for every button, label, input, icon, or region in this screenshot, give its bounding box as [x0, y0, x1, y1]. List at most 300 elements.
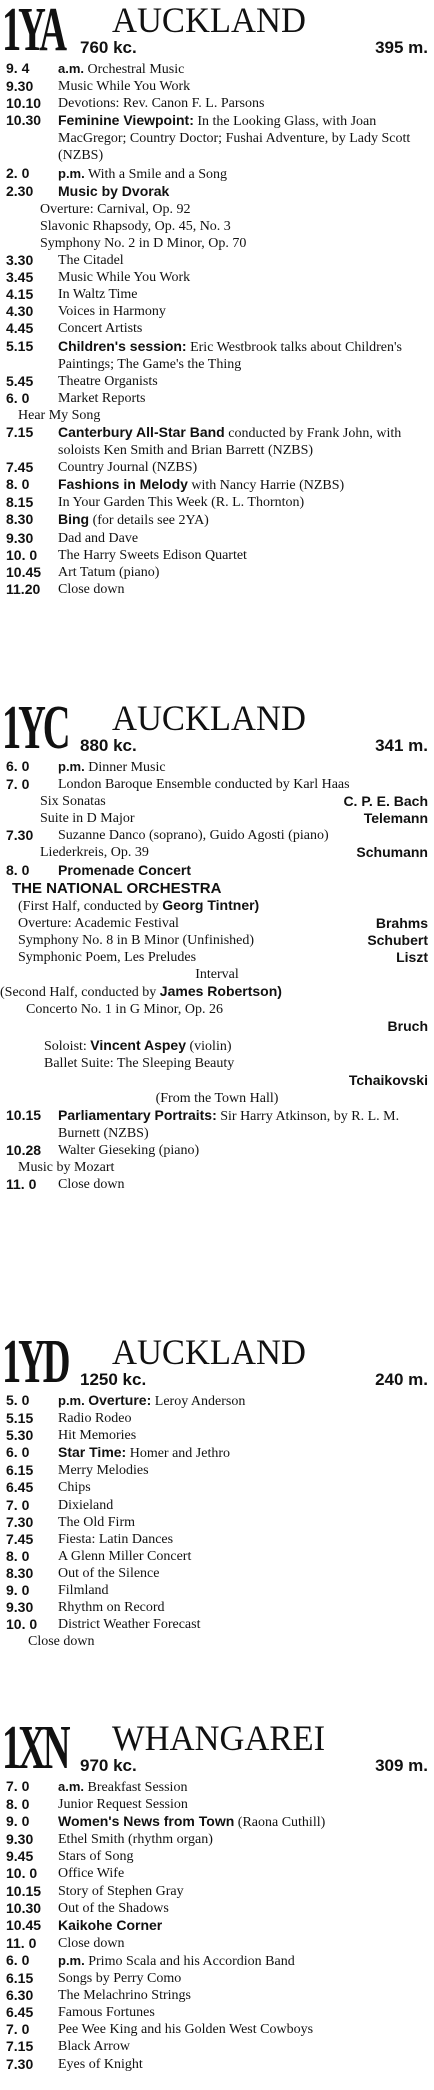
programme-time [6, 424, 58, 441]
programme-item [0, 1392, 434, 1410]
programme-item [0, 1462, 434, 1479]
programme-text: Art Tatum (piano) [58, 564, 160, 580]
programme-detail [0, 218, 434, 235]
programme-time [6, 1599, 58, 1616]
programme-description [58, 1479, 428, 1496]
detail-title: Symphony No. 2 in D Minor, Op. 70 [40, 235, 247, 251]
programme-text: Out of the Shadows [58, 1900, 169, 1916]
programme-item [0, 60, 434, 78]
programme-text: Close down [58, 1935, 125, 1951]
programme-item [0, 494, 434, 511]
programme-title: Star Time: [58, 1444, 127, 1461]
station-wavelength: 240 m. [375, 1370, 428, 1389]
programme-description [58, 2004, 428, 2021]
time-value: 9.45 [6, 1848, 34, 1865]
programme-description [58, 269, 428, 286]
time-value: 8.15 [6, 494, 34, 511]
time-value: 5.45 [6, 372, 34, 389]
detail-title: (From the Town Hall) [155, 1090, 279, 1106]
station-1xn [0, 1714, 434, 2073]
detail-title: Interval [195, 967, 239, 983]
programme-description [58, 1796, 428, 1813]
programme-time [6, 776, 58, 793]
time-value: 10. 0 [6, 1616, 38, 1633]
programme-item [0, 530, 434, 547]
programme-description [58, 1107, 428, 1142]
programme-title: Bing [58, 511, 90, 528]
programme-description [58, 1582, 428, 1599]
programme-item [0, 1599, 434, 1616]
station-1yc [0, 694, 434, 1193]
detail-title: (First Half, conducted by [18, 898, 159, 914]
time-value: 9.30 [6, 1831, 34, 1848]
time-value: 2.30 [6, 182, 34, 199]
programme-item [0, 1531, 434, 1548]
programme-description [58, 547, 428, 564]
programme-description [58, 183, 428, 201]
station-wavelength: 341 m. [375, 736, 428, 755]
programme-item [0, 1813, 434, 1831]
detail-tail: (violin) [189, 1038, 232, 1054]
programme-detail [0, 880, 434, 897]
programme-item [0, 165, 434, 183]
programme-time [6, 827, 58, 844]
programme-description [58, 581, 428, 598]
time-value: 10.28 [6, 1142, 42, 1159]
programme-description [58, 1392, 428, 1410]
programme-title: Fashions in Melody [58, 476, 188, 493]
detail-performer: Georg Tintner) [162, 896, 260, 913]
detail-title: Symphonic Poem, Les Preludes [18, 950, 197, 966]
station-frequency: 760 kc. [80, 38, 137, 57]
programme-time [6, 1935, 58, 1952]
programme-time [6, 1444, 58, 1461]
time-value: 7.15 [6, 423, 34, 440]
time-value: 4.45 [6, 320, 34, 337]
programme-time [6, 1142, 58, 1159]
programme-description [58, 1883, 428, 1900]
programme-description [58, 2038, 428, 2055]
programme-time [6, 1796, 58, 1813]
station-city: AUCKLAND [112, 698, 306, 738]
programme-item [0, 758, 434, 776]
programme-description [58, 1565, 428, 1582]
programme-time [6, 165, 58, 182]
programme-title: Music by Dvorak [58, 182, 170, 199]
programme-text: Eric Westbrook talks about Children's Paintings; The Game's the Thing [58, 339, 402, 372]
programme-tail: Close down [28, 1634, 95, 1650]
programme-text: Breakfast Session [87, 1780, 188, 1795]
time-value: 4.15 [6, 286, 34, 303]
programme-text: Voices in Harmony [58, 304, 166, 320]
time-value: 10.45 [6, 1916, 42, 1933]
programme-title: Parliamentary Portraits: [58, 1106, 217, 1123]
programme-time [6, 112, 58, 129]
time-value: 7.45 [6, 459, 34, 476]
programme-text: Primo Scala and his Accordion Band [88, 1953, 295, 1969]
programme-detail [0, 407, 434, 424]
programme-item [0, 1410, 434, 1427]
time-value: 5. 0 [6, 1392, 30, 1408]
time-value: 8. 0 [6, 476, 30, 493]
programme-text: Junior Request Session [58, 1797, 188, 1813]
time-period: p.m. [58, 1952, 85, 1968]
programme-detail [0, 844, 434, 861]
programme-text: Radio Rodeo [58, 1411, 132, 1427]
station-1ya [0, 0, 434, 598]
station-wavelength: 309 m. [375, 1756, 428, 1775]
time-value: 9. 0 [6, 1582, 30, 1599]
time-value: 7. 0 [6, 776, 30, 793]
detail-title: Ballet Suite: The Sleeping Beauty [44, 1055, 235, 1071]
programme-item [0, 1865, 434, 1882]
programme-item [0, 269, 434, 286]
time-value: 7.30 [6, 827, 34, 844]
programme-title: Children's session: [58, 337, 187, 354]
station-city: WHANGAREI [112, 1718, 326, 1758]
programme-time [6, 1987, 58, 2004]
time-value: 8. 0 [6, 861, 30, 878]
detail-title: Soloist: [44, 1038, 87, 1054]
programme-description [58, 303, 428, 320]
programme-item [0, 1900, 434, 1917]
programme-item [0, 581, 434, 598]
programme-text: Merry Melodies [58, 1463, 149, 1479]
programme-detail [0, 966, 434, 983]
programme-description [58, 564, 428, 581]
programme-item [0, 1778, 434, 1796]
programme-item [0, 2056, 434, 2073]
programme-time [6, 1865, 58, 1882]
programme-item [0, 564, 434, 581]
detail-composer: Liszt [396, 949, 428, 966]
time-value: 2. 0 [6, 164, 30, 181]
programme-description [58, 78, 428, 95]
programme-item [0, 2038, 434, 2055]
programme-time [6, 78, 58, 95]
programme-description [58, 2021, 428, 2038]
station-1yd [0, 1328, 434, 1650]
programme-time [6, 1883, 58, 1900]
programme-item [0, 1848, 434, 1865]
station-code: 1XN [2, 1714, 68, 1782]
programme-time [6, 373, 58, 390]
time-value: 8. 0 [6, 1796, 30, 1813]
programme-text: (Raona Cuthill) [237, 1815, 326, 1831]
programme-list [0, 1392, 434, 1633]
time-value: 10. 0 [6, 546, 38, 563]
programme-time [6, 338, 58, 355]
detail-composer: Bruch [387, 1018, 428, 1035]
programme-text: The Old Firm [58, 1514, 135, 1530]
detail-title: Music by Mozart [18, 1160, 115, 1176]
detail-title: Overture: Academic Festival [18, 915, 179, 931]
programme-item [0, 1497, 434, 1514]
time-value: 6.15 [6, 1462, 34, 1479]
detail-performer: Vincent Aspey [90, 1036, 186, 1053]
time-value: 5.15 [6, 337, 34, 354]
programme-description [58, 1497, 428, 1514]
time-value: 10. 0 [6, 1865, 38, 1882]
programme-description [58, 862, 428, 880]
programme-text: In Your Garden This Week (R. L. Thornton) [58, 495, 305, 511]
time-value: 9.30 [6, 1599, 34, 1616]
programme-text: With a Smile and a Song [87, 166, 228, 182]
time-value: 7.30 [6, 1513, 34, 1530]
programme-text: Stars of Song [58, 1849, 134, 1865]
programme-text: Sir Harry Atkinson, by R. L. M. Burnett (NZBS) [58, 1108, 400, 1141]
time-value: 8. 0 [6, 1547, 30, 1564]
time-period: p.m. [58, 165, 85, 181]
programme-text: Country Journal (NZBS) [58, 460, 198, 476]
programme-text: The Citadel [58, 253, 124, 269]
station-city: AUCKLAND [112, 0, 306, 40]
station-code: 1YD [2, 1328, 68, 1396]
programme-item [0, 2021, 434, 2038]
programme-item [0, 320, 434, 337]
detail-composer: Schubert [367, 931, 428, 948]
programme-time [6, 1107, 58, 1124]
programme-text: Theatre Organists [58, 373, 158, 389]
time-value: 5.15 [6, 1410, 34, 1427]
programme-list [0, 1778, 434, 2073]
programme-time [6, 530, 58, 547]
programme-text: conducted by Frank John, with soloists Ken Smith and Brian Barrett (NZBS) [58, 425, 402, 459]
time-value: 7.15 [6, 2038, 34, 2055]
programme-description [58, 1514, 428, 1531]
programme-text: Devotions: Rev. Canon F. L. Parsons [58, 96, 265, 112]
time-period: p.m. [58, 759, 85, 774]
time-value: 8.30 [6, 1564, 34, 1581]
programme-text: Dad and Dave [58, 530, 139, 546]
detail-title: Symphony No. 8 in B Minor (Unfinished) [18, 932, 255, 948]
programme-description [58, 1462, 428, 1479]
time-period: a.m. [58, 61, 85, 76]
time-value: 10.45 [6, 563, 42, 580]
station-frequency: 970 kc. [80, 1756, 137, 1775]
programme-item [0, 424, 434, 459]
programme-detail [0, 1090, 434, 1107]
detail-title: Suite in D Major [40, 811, 135, 827]
programme-description [58, 1952, 428, 1970]
programme-text: Dixieland [58, 1497, 114, 1513]
time-value: 10.15 [6, 1882, 42, 1899]
programme-description [58, 1531, 428, 1548]
programme-item [0, 511, 434, 529]
station-wavelength: 395 m. [375, 38, 428, 57]
programme-description [58, 1599, 428, 1616]
programme-title: Feminine Viewpoint: [58, 112, 194, 129]
programme-item [0, 183, 434, 201]
programme-text: with Nancy Harrie (NZBS) [191, 478, 345, 494]
programme-time [6, 1582, 58, 1599]
programme-text: Eyes of Knight [58, 2056, 143, 2072]
programme-text: Ethel Smith (rhythm organ) [58, 1832, 213, 1848]
programme-text: London Baroque Ensemble conducted by Karl Haas [58, 777, 350, 793]
programme-description [58, 112, 428, 164]
station-code: 1YA [2, 0, 64, 64]
programme-item [0, 827, 434, 844]
programme-description [58, 1410, 428, 1427]
programme-time [6, 2038, 58, 2055]
programme-time [6, 286, 58, 303]
time-value: 6.45 [6, 2004, 34, 2021]
programme-item [0, 1427, 434, 1444]
programme-text: Close down [58, 1177, 125, 1193]
station-header [0, 694, 434, 762]
programme-time [6, 1548, 58, 1565]
programme-text: Out of the Silence [58, 1565, 160, 1581]
programme-time [6, 1531, 58, 1548]
programme-detail [0, 201, 434, 218]
programme-time [6, 1410, 58, 1427]
programme-time [6, 183, 58, 200]
time-value: 10.30 [6, 112, 42, 129]
programme-description [58, 1427, 428, 1444]
programme-text: Fiesta: Latin Dances [58, 1531, 174, 1547]
programme-description [58, 1831, 428, 1848]
programme-text: Rhythm on Record [58, 1600, 165, 1616]
time-value: 4.30 [6, 303, 34, 320]
programme-time [6, 1848, 58, 1865]
time-value: 10.10 [6, 95, 42, 112]
detail-title: THE NATIONAL ORCHESTRA [12, 879, 222, 897]
programme-description [58, 286, 428, 303]
detail-title: Slavonic Rhapsody, Op. 45, No. 3 [40, 218, 231, 234]
programme-description [58, 459, 428, 476]
time-value: 6. 0 [6, 1951, 30, 1968]
detail-composer: Schumann [356, 844, 428, 861]
programme-item [0, 1883, 434, 1900]
time-value: 3.45 [6, 269, 34, 286]
programme-text: Filmland [58, 1583, 109, 1599]
time-value: 6. 0 [6, 758, 30, 774]
programme-item [0, 1565, 434, 1582]
programme-text: Homer and Jethro [129, 1446, 231, 1462]
programme-time [6, 1616, 58, 1633]
time-value: 6. 0 [6, 1444, 30, 1461]
programme-time [6, 758, 58, 775]
programme-text: Concert Artists [58, 321, 143, 337]
programme-description [58, 1900, 428, 1917]
programme-detail [0, 983, 434, 1001]
time-period: p.m. [58, 1393, 85, 1408]
time-value: 9.30 [6, 78, 34, 95]
programme-detail [0, 1072, 434, 1090]
programme-description [58, 1616, 428, 1633]
programme-text: Market Reports [58, 390, 146, 406]
programme-item [0, 2004, 434, 2021]
time-value: 3.30 [6, 252, 34, 269]
programme-detail [0, 1037, 434, 1055]
programme-item [0, 1952, 434, 1970]
programme-description [58, 1444, 428, 1462]
programme-text: Close down [58, 581, 125, 597]
programme-description [58, 60, 428, 78]
programme-time [6, 390, 58, 407]
programme-time [6, 1176, 58, 1193]
programme-text: Orchestral Music [87, 62, 185, 77]
programme-description [58, 1778, 428, 1796]
programme-text: Pee Wee King and his Golden West Cowboys [58, 2022, 314, 2038]
programme-detail [0, 932, 434, 949]
time-value: 6.15 [6, 1970, 34, 1987]
station-header [0, 1328, 434, 1396]
time-value: 7.45 [6, 1530, 34, 1547]
programme-description [58, 1548, 428, 1565]
programme-description [58, 1865, 428, 1882]
programme-text: Office Wife [58, 1866, 125, 1882]
programme-description [58, 390, 428, 407]
programme-time [6, 1900, 58, 1917]
programme-description [58, 1176, 428, 1193]
programme-description [58, 2056, 428, 2073]
programme-text: In Waltz Time [58, 287, 138, 303]
programme-text: Songs by Perry Como [58, 1971, 182, 1987]
programme-text: In the Looking Glass, with Joan MacGregor; Country Doctor; Fushai Adventure, by Lady Scott (NZBS) [58, 114, 411, 164]
programme-item [0, 1987, 434, 2004]
programme-item [0, 390, 434, 407]
programme-list [0, 60, 434, 598]
programme-description [58, 530, 428, 547]
programme-item [0, 1142, 434, 1159]
programme-item [0, 1514, 434, 1531]
programme-time [6, 303, 58, 320]
programme-text: Walter Gieseking (piano) [58, 1143, 200, 1159]
programme-description [58, 476, 428, 494]
programme-description [58, 1970, 428, 1987]
programme-item [0, 373, 434, 390]
programme-text: District Weather Forecast [58, 1617, 201, 1633]
programme-text: Hit Memories [58, 1428, 137, 1444]
programme-text: Famous Fortunes [58, 2005, 155, 2021]
station-city: AUCKLAND [112, 1332, 306, 1372]
station-code: 1YC [2, 694, 68, 762]
programme-item [0, 338, 434, 373]
programme-text: The Harry Sweets Edison Quartet [58, 547, 247, 563]
programme-text: Dinner Music [88, 760, 166, 775]
programme-item [0, 776, 434, 793]
programme-description [58, 827, 428, 844]
programme-text: Chips [58, 1480, 91, 1496]
programme-time [6, 511, 58, 528]
time-value: 9. 4 [6, 60, 30, 76]
programme-list [0, 758, 434, 1193]
programme-time [6, 494, 58, 511]
programme-title: Kaikohe Corner [58, 1916, 163, 1933]
programme-item [0, 1796, 434, 1813]
programme-item [0, 303, 434, 320]
detail-composer: Tchaikovski [348, 1071, 428, 1088]
programme-text: (for details see 2YA) [92, 513, 209, 529]
programme-time [6, 2004, 58, 2021]
programme-time [6, 1970, 58, 1987]
programme-item [0, 1616, 434, 1633]
programme-text: A Glenn Miller Concert [58, 1548, 192, 1564]
programme-time [6, 1462, 58, 1479]
time-value: 9. 0 [6, 1813, 30, 1830]
time-value: 10.30 [6, 1899, 42, 1916]
time-value: 9.30 [6, 529, 34, 546]
programme-description [58, 1813, 428, 1831]
programme-text: The Melachrino Strings [58, 1988, 191, 2004]
programme-item [0, 1479, 434, 1496]
programme-detail [0, 1001, 434, 1018]
time-value: 10.15 [6, 1106, 42, 1123]
station-header [0, 0, 434, 64]
programme-description [58, 165, 428, 183]
programme-item [0, 1970, 434, 1987]
